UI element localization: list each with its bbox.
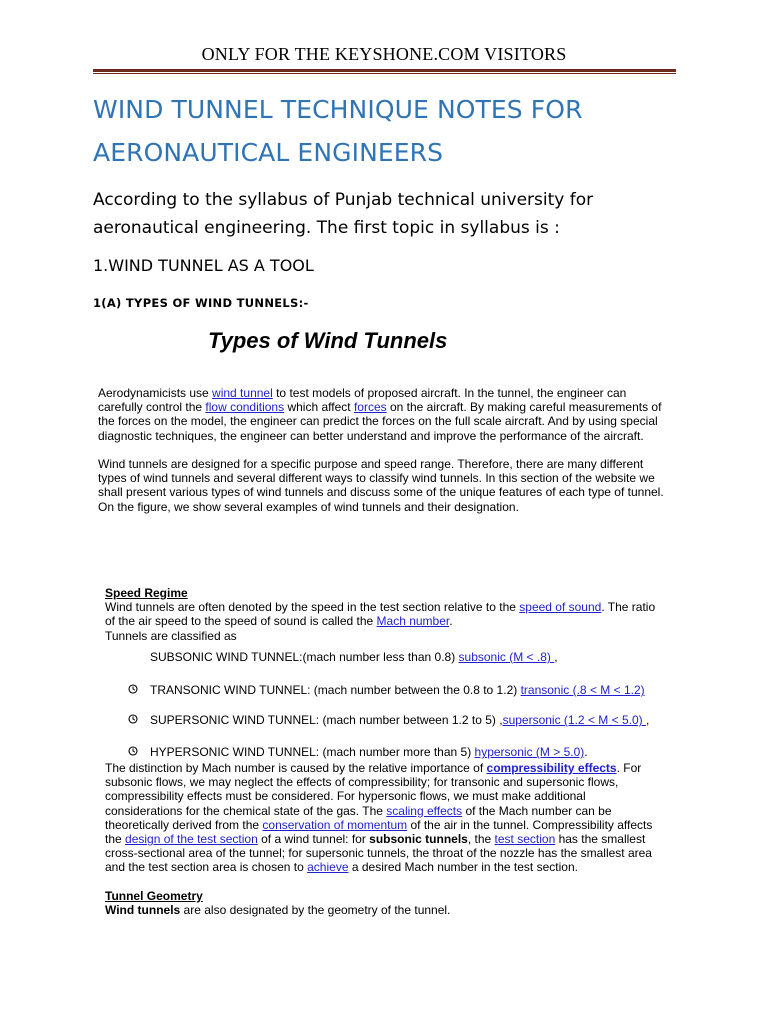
tunnel-geometry-text: Wind tunnels are also designated by the geometry of the tunnel. [105,903,451,918]
paragraph-aerodynamicists: Aerodynamicists use wind tunnel to test models of proposed aircraft. In the tunnel, the engineer can carefully control the flow conditions which affect forces on the aircraft. By making careful measurements of the forces on the model, the engineer can predict the forces on the full scale aircraft. And by using special diagnostic techniques, the engineer can better understand and improve the performance of the aircraft. [98,386,662,443]
link-test-section[interactable]: test section [494,832,556,847]
speed-regime-block [105,586,665,643]
link-flow-conditions[interactable]: flow conditions [205,400,285,415]
link-mach-number[interactable]: Mach number [376,614,450,629]
tunnel-geometry-heading: Tunnel Geometry [105,889,203,903]
clock-bullet-icon [128,714,138,724]
intro-line-1: According to the syllabus of Punjab technical university for [93,190,594,210]
title-line-1: WIND TUNNEL TECHNIQUE NOTES FOR [93,95,583,124]
link-subsonic[interactable]: subsonic (M < .8) [458,650,555,664]
clock-bullet-icon [128,746,138,756]
section-heading: 1.WIND TUNNEL AS A TOOL [93,256,314,275]
link-design-of-test-section[interactable]: design of the test section [125,832,258,847]
link-forces[interactable]: forces [353,400,387,415]
header-rule [93,69,676,75]
tunnels-classified-text: Tunnels are classified as [105,628,237,643]
types-title: Types of Wind Tunnels [208,328,448,353]
paragraph-wind-tunnel-design: Wind tunnels are designed for a specific purpose and speed range. Therefore, there are many different types of wind tunnels and several different ways to classify wind tunnels. In this section of the website we shall present various types of wind tunnels and discuss some of the unique features of each type of tunnel. On the figure, we show several examples of wind tunnels and their designation. [98,457,664,514]
speed-regime-text: Wind tunnels are often denoted by the speed in the test section relative to the speed of sound. The ratio of the air speed to the speed of sound is called the Mach number. [105,600,656,629]
link-supersonic[interactable]: supersonic (1.2 < M < 5.0) [502,713,646,727]
link-achieve[interactable]: achieve [307,860,349,875]
speed-regime-heading: Speed Regime [105,586,188,600]
link-wind-tunnel[interactable]: wind tunnel [212,386,273,400]
paragraph-distinction: The distinction by Mach number is caused by the relative importance of compressibility effects. For subsonic flows, we may neglect the effects of compressibility; for transonic and supersonic flows, compressibility effects must be considered. For hypersonic flows, we must make additional considerations for the chemical state of the gas. The scaling effects of the Mach number can be theoretically derived from the conservation of momentum of the air in the tunnel. Compressibility affects the design of the test section of a wind tunnel: for subsonic tunnels, the test section has the smallest cross-sectional area of the tunnel; for supersonic tunnels, the throat of the nozzle has the smallest area and the test section area is chosen to achieve a desired Mach number in the test section. [105,761,653,875]
title-line-2: AERONAUTICAL ENGINEERS [93,138,444,167]
intro-line-2: aeronautical engineering. The first topic in syllabus is : [93,218,560,238]
subsection-heading: 1(A) TYPES OF WIND TUNNELS:- [93,296,309,310]
link-transonic[interactable]: transonic (.8 < M < 1.2) [520,683,645,697]
intro-paragraph [93,186,693,242]
link-compressibility-effects[interactable]: compressibility effects [486,761,617,775]
document-page: ONLY FOR THE KEYSHONE.COM VISITORS WIND TUNNEL TECHNIQUE NOTES FOR AERONAUTICAL ENGINEERS According to the syllabus of Punjab technical university for aeronautical engineering. The first topic in syllabus is : 1.WIND TUNNEL AS A TOOL 1(A) TYPES OF WIND TUNNELS:- Types of Wind Tunnels Aerodynamicists use wind tunnel to test models of proposed aircraft. In the tunnel, the engineer can carefully control the flow conditions which affect forces on the aircraft. By making careful measurements of the forces on the model, the engineer can predict the forces on the full scale aircraft. And by using special diagnostic techniques, the engineer can better understand and improve the performance of the aircraft. Wind tunnels are designed for a specific purpose and speed range. Therefore, there are many different types of wind tunnels and several different ways to classify wind tunnels. In this section of the website we shall present various types of wind tunnels and discuss some of the unique features of each type of tunnel. On the figure, we show several examples of wind tunnels and their designation. Speed Regime Wind tunnels are often denoted by the speed in the test section relative to the speed of sound. The ratio of the air speed to the speed of sound is called the Mach number. Tunnels are classified as SUBSONIC WIND TUNNEL:(mach number less than 0.8) subsonic (M < .8) , TRANSONIC WIND TUNNEL: (mach number between the 0.8 to 1.2) transonic (.8 < M < 1.2) SUPERSONIC WIND TUNNEL: (mach number between 1.2 to 5) ,supersonic (1.2 < M < 5.0) , HYPERSONIC WIND TUNNEL: (mach number more than 5) hypersonic (M > 5.0). The distinction by Mach number is caused by the relative importance of compressibility effects. For subsonic flows, we may neglect the effects of compressibility; for transonic and supersonic flows, compressibility effects must be considered. For hypersonic flows, we must make additional considerations for the chemical state of the gas. The scaling effects of the Mach number can be theoretically derived from the conservation of momentum of the air in the tunnel. Compressibility affects the design of the test section of a wind tunnel: for subsonic tunnels, the test section has the smallest cross-sectional area of the tunnel; for supersonic tunnels, the throat of the nozzle has the smallest area and the test section area is chosen to achieve a desired Mach number in the test section. Tunnel Geometry Wind tunnels are also designated by the geometry of the tunnel. [0,0,768,1024]
page-header: ONLY FOR THE KEYSHONE.COM VISITORS [201,44,567,64]
tunnel-geometry-block [105,889,665,917]
link-scaling-effects[interactable]: scaling effects [386,803,463,818]
clock-bullet-icon [128,684,138,694]
link-hypersonic[interactable]: hypersonic (M > 5.0) [474,745,585,759]
link-conservation-of-momentum[interactable]: conservation of momentum [262,817,408,832]
document-title [93,88,693,174]
link-speed-of-sound[interactable]: speed of sound [519,600,602,615]
